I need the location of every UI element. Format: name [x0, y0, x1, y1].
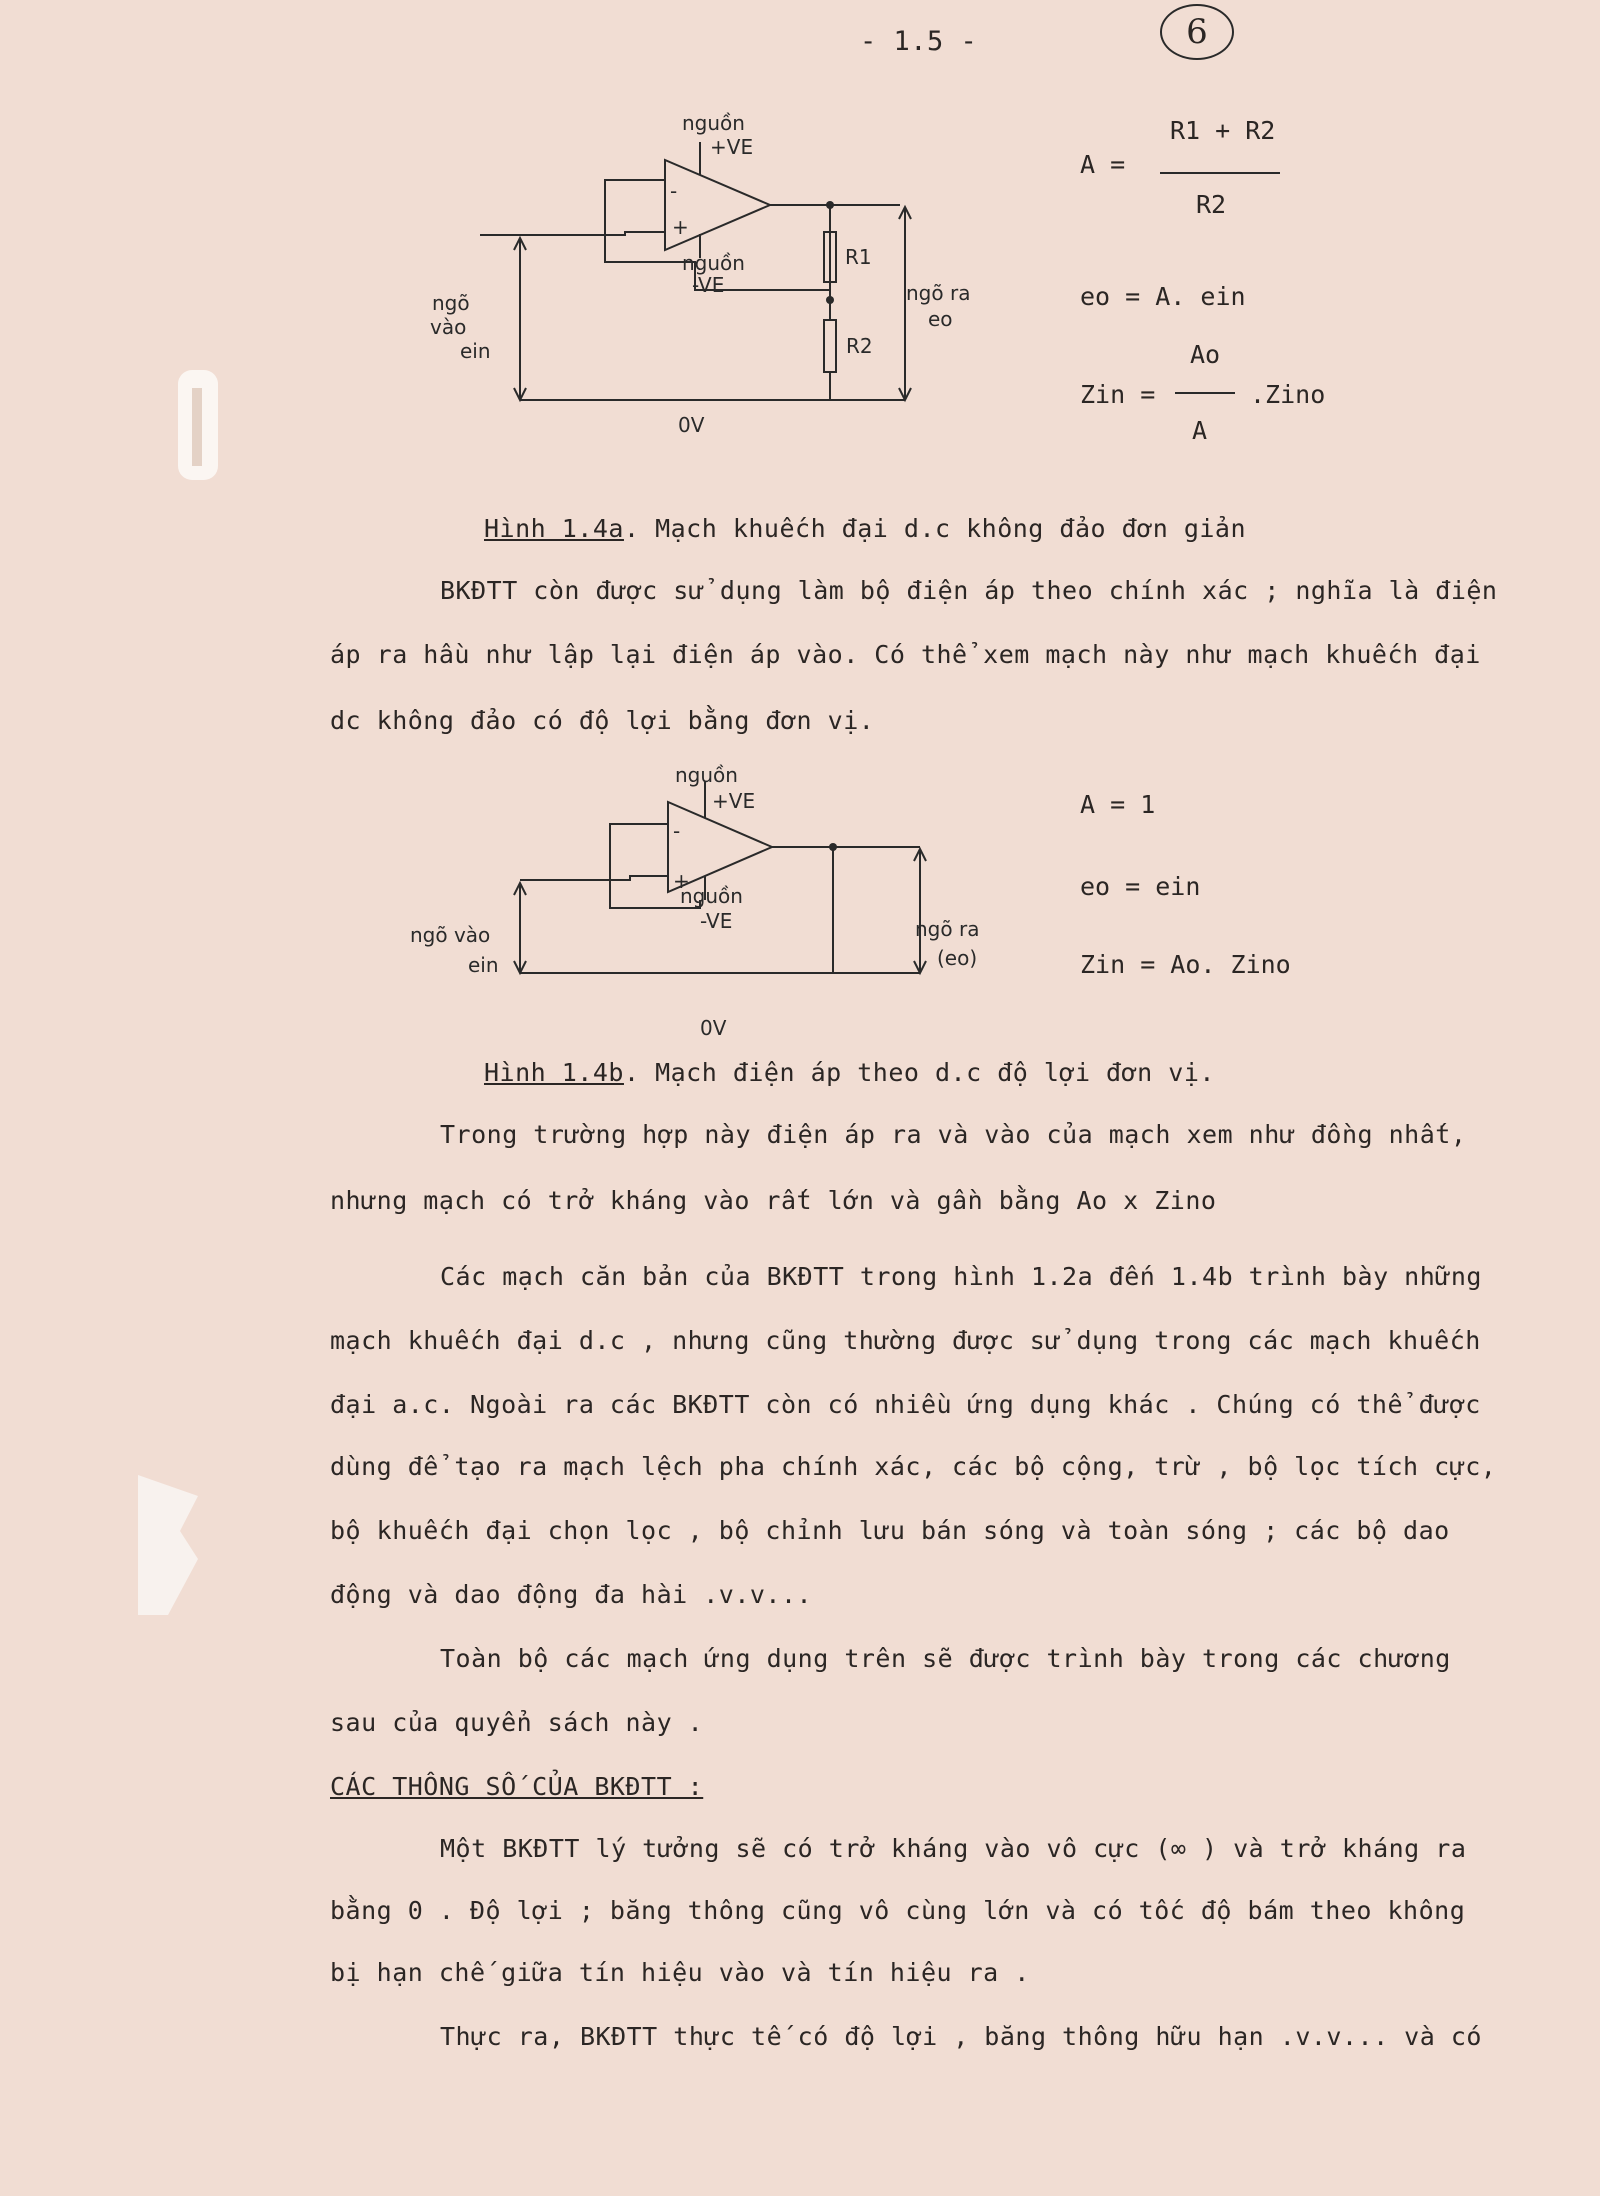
- nguon-bottom-label: nguồn: [680, 884, 743, 908]
- minus-sign: -: [670, 179, 678, 203]
- input-label-2: ein: [468, 953, 499, 977]
- paragraph-line: dùng để tạo ra mạch lệch pha chính xác, các bộ cộng, trừ , bộ lọc tích cực,: [330, 1452, 1497, 1481]
- caption-text: . Mạch khuếch đại d.c không đảo đơn giản: [623, 514, 1247, 543]
- r2-label: R2: [846, 334, 873, 358]
- nguon-top-label: nguồn: [675, 763, 738, 787]
- formula-a-unity: A = 1: [1080, 790, 1156, 819]
- formula-a-fraction-bar: [1160, 172, 1280, 174]
- minus-ve-label: -VE: [692, 273, 725, 297]
- output-label-2: (eo): [937, 946, 978, 970]
- caption-label: Hình 1.4a: [484, 514, 624, 543]
- paragraph-line: dc không đảo có độ lợi bằng đơn vị.: [330, 706, 875, 735]
- figure-1-4a-circuit: [400, 110, 1020, 440]
- formula-a-numerator: R1 + R2: [1170, 116, 1276, 145]
- figure-1-4a-caption: [484, 514, 1246, 543]
- paragraph-line: Các mạch căn bản của BKĐTT trong hình 1.2a đến 1.4b trình bày những: [440, 1262, 1482, 1291]
- paragraph-line: bằng 0 . Độ lợi ; băng thông cũng vô cùng lớn và có tốc độ bám theo không: [330, 1896, 1466, 1925]
- formula-zin-fraction-bar: [1175, 392, 1235, 394]
- paragraph-line: Trong trường hợp này điện áp ra và vào của mạch xem như đồng nhất,: [440, 1120, 1467, 1149]
- formula-a-lhs: A =: [1080, 150, 1126, 179]
- paragraph-line: Một BKĐTT lý tưởng sẽ có trở kháng vào vô cực (∞ ) và trở kháng ra: [440, 1834, 1467, 1863]
- torn-edge: [138, 1475, 198, 1615]
- figure-1-4b-caption: [484, 1058, 1215, 1087]
- caption-text: . Mạch điện áp theo d.c độ lợi đơn vị.: [623, 1058, 1215, 1087]
- minus-ve-label: -VE: [700, 909, 733, 933]
- output-label-1: ngõ ra: [906, 281, 971, 305]
- caption-label: Hình 1.4b: [484, 1058, 624, 1087]
- plus-sign: +: [673, 869, 690, 893]
- plus-sign: +: [672, 215, 689, 239]
- circled-page-mark: 6: [1160, 4, 1234, 60]
- formula-zin-lhs: Zin =: [1080, 380, 1156, 409]
- formula-zin-rhs: .Zino: [1250, 380, 1326, 409]
- r1-label: R1: [845, 245, 872, 269]
- page-number: - 1.5 -: [860, 26, 978, 57]
- paragraph-line: bộ khuếch đại chọn lọc , bộ chỉnh lưu bán sóng và toàn sóng ; các bộ dao: [330, 1516, 1450, 1545]
- nguon-bottom-label: nguồn: [682, 251, 745, 275]
- formula-eo: eo = A. ein: [1080, 282, 1246, 311]
- paragraph-line: mạch khuếch đại d.c , nhưng cũng thường được sử dụng trong các mạch khuếch: [330, 1326, 1481, 1355]
- input-label-2: vào: [430, 315, 467, 339]
- paragraph-line: bị hạn chế giữa tín hiệu vào và tín hiệu ra .: [330, 1958, 1030, 1987]
- section-heading: CÁC THÔNG SỐ CỦA BKĐTT :: [330, 1772, 704, 1801]
- output-label-2: eo: [928, 307, 953, 331]
- figure-1-4b-circuit: [400, 760, 980, 1050]
- formula-zin-numerator: Ao: [1190, 340, 1221, 369]
- paragraph-line: BKĐTT còn được sử dụng làm bộ điện áp theo chính xác ; nghĩa là điện: [440, 576, 1498, 605]
- formula-zin-ao-zino: Zin = Ao. Zino: [1080, 950, 1291, 979]
- paragraph-line: động và dao động đa hài .v.v...: [330, 1580, 813, 1609]
- formula-zin-denominator: A: [1192, 416, 1208, 445]
- paragraph-line: Toàn bộ các mạch ứng dụng trên sẽ được trình bày trong các chương: [440, 1644, 1451, 1673]
- paragraph-line: áp ra hầu như lập lại điện áp vào. Có thể xem mạch này như mạch khuếch đại: [330, 640, 1481, 669]
- output-label-1: ngõ ra: [915, 917, 980, 941]
- ground-label: 0V: [678, 413, 705, 437]
- ground-label: 0V: [700, 1016, 727, 1040]
- paragraph-line: Thực ra, BKĐTT thực tế có độ lợi , băng thông hữu hạn .v.v... và có: [440, 2022, 1482, 2051]
- input-label-3: ein: [460, 339, 491, 363]
- input-label-1: ngõ: [432, 291, 470, 315]
- paragraph-line: nhưng mạch có trở kháng vào rất lớn và gần bằng Ao x Zino: [330, 1186, 1217, 1215]
- plus-ve-label: +VE: [712, 789, 756, 813]
- plus-ve-label: +VE: [710, 135, 754, 159]
- minus-sign: -: [673, 819, 681, 843]
- paragraph-line: đại a.c. Ngoài ra các BKĐTT còn có nhiều ứng dụng khác . Chúng có thể được: [330, 1390, 1481, 1419]
- input-label-1: ngõ vào: [410, 923, 491, 947]
- paragraph-line: sau của quyển sách này .: [330, 1708, 704, 1737]
- binding-hole-shadow: [192, 388, 202, 466]
- nguon-top-label: nguồn: [682, 111, 745, 135]
- formula-eo-ein: eo = ein: [1080, 872, 1201, 901]
- formula-a-denominator: R2: [1196, 190, 1227, 219]
